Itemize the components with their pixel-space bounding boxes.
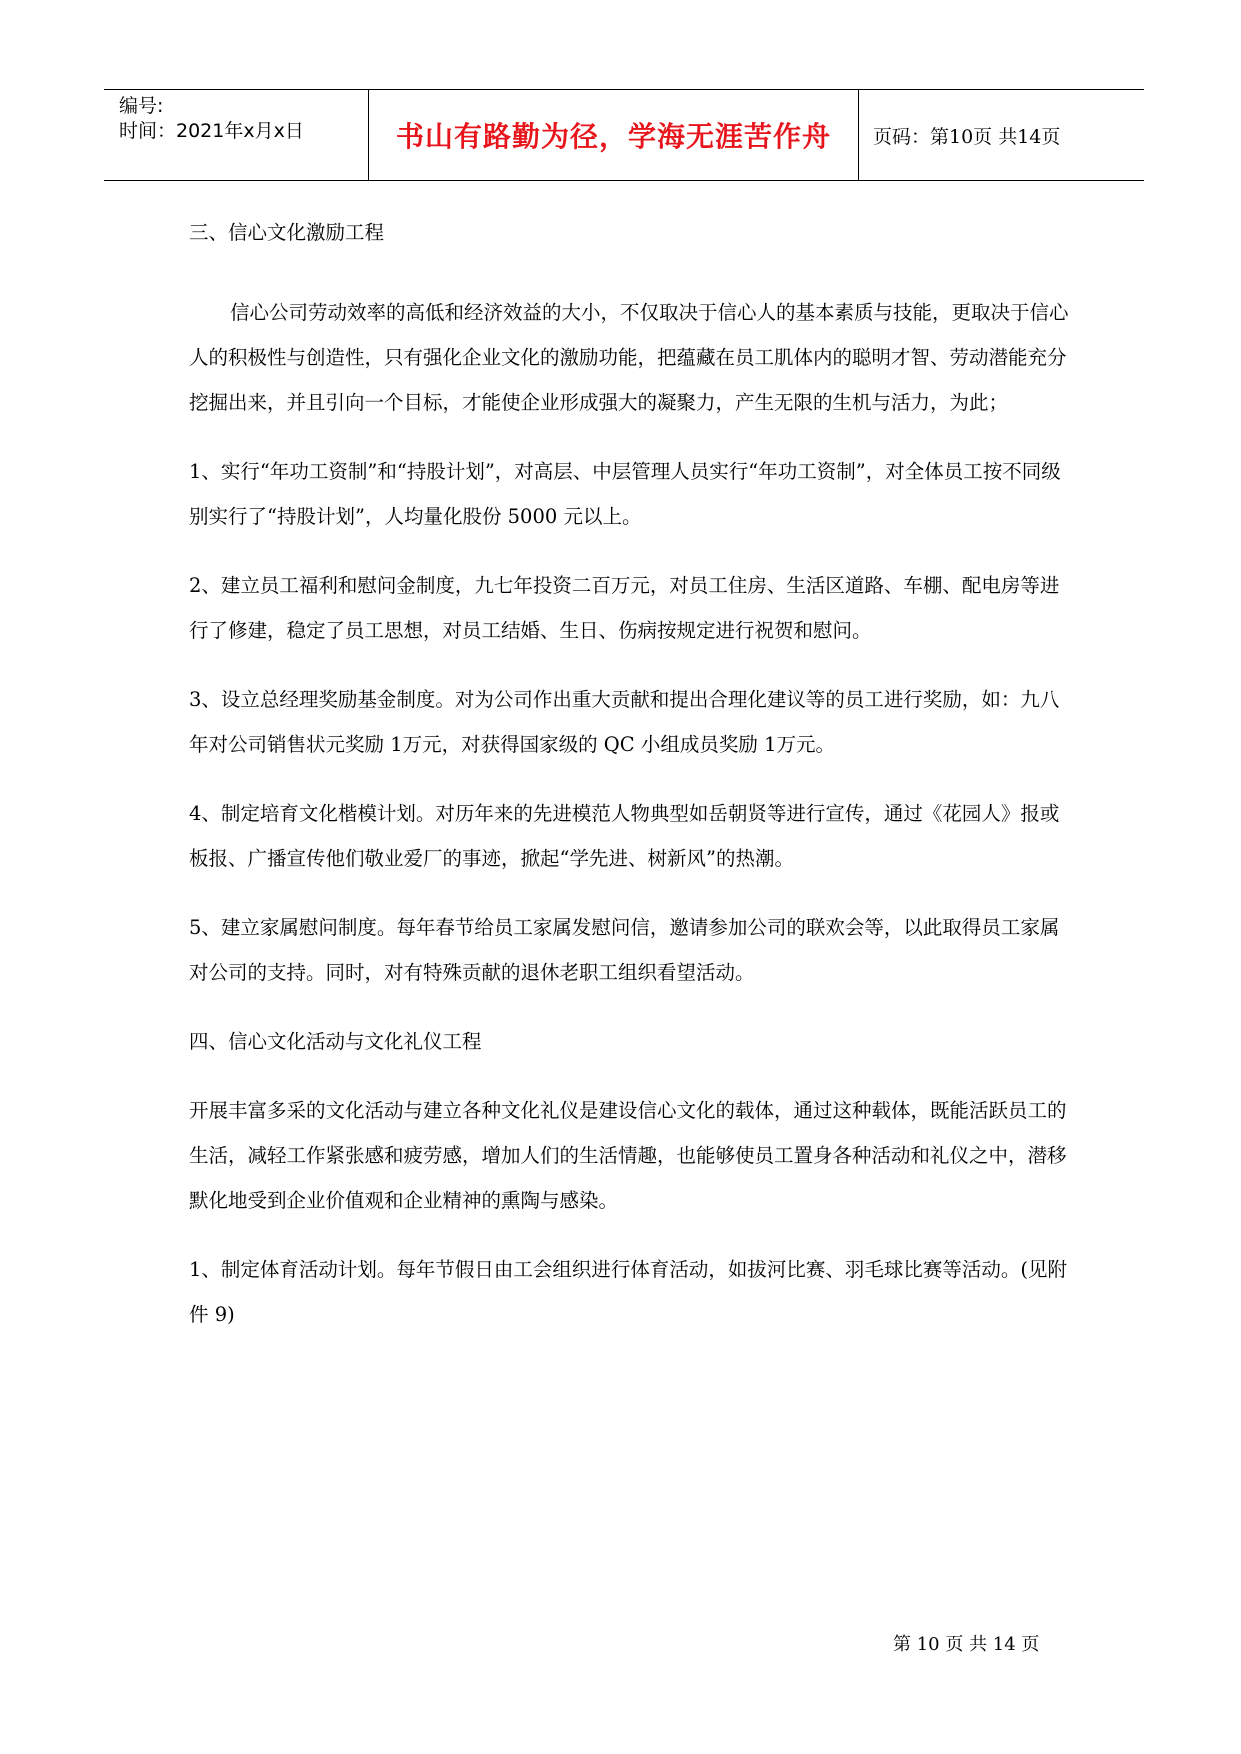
section3-intro-paragraph: 信心公司劳动效率的高低和经济效益的大小，不仅取决于信心人的基本素质与技能，更取决于信心人的积极性与创造性，只有强化企业文化的激励功能，把蕴藏在员工肌体内的聪明才智、劳动潜能充分挖掘出来，并且引向一个目标，才能使企业形成强大的凝聚力，产生无限的生机与活力，为此； xyxy=(189,301,1069,414)
header-meta-cell xyxy=(104,90,369,180)
section3-item-3: 3、设立总经理奖励基金制度。对为公司作出重大贡献和提出合理化建议等的员工进行奖励，如：九八年对公司销售状元奖励 1万元，对获得国家级的 QC 小组成员奖励 1万元。 xyxy=(189,688,1060,756)
document-number-label: 编号: xyxy=(119,95,164,117)
header-motto: 书山有路勤为径，学海无涯苦作舟 xyxy=(395,120,831,153)
page-header xyxy=(104,89,1144,181)
header-page-info: 页码：第10页 共14页 xyxy=(873,125,1061,148)
section3-item-5: 5、建立家属慰问制度。每年春节给员工家属发慰问信，邀请参加公司的联欢会等，以此取得员工家属对公司的支持。同时，对有特殊贡献的退休老职工组织看望活动。 xyxy=(189,916,1060,984)
header-motto-cell xyxy=(369,90,859,180)
document-time-label: 时间：2021年x月x日 xyxy=(119,120,304,142)
page-footer-number: 第 10 页 共 14 页 xyxy=(893,1634,1040,1655)
section4-heading: 四、信心文化活动与文化礼仪工程 xyxy=(189,1030,482,1053)
section3-item-4: 4、制定培育文化楷模计划。对历年来的先进模范人物典型如岳朝贤等进行宣传，通过《花园人》报或板报、广播宣传他们敬业爱厂的事迹，掀起“学先进、树新风”的热潮。 xyxy=(189,802,1060,870)
header-page-cell xyxy=(859,90,1144,180)
document-body xyxy=(189,210,1069,1337)
section4-item-1: 1、制定体育活动计划。每年节假日由工会组织进行体育活动，如拔河比赛、羽毛球比赛等活动。(见附件 9) xyxy=(189,1258,1068,1326)
section3-item-1: 1、实行“年功工资制”和“持股计划”，对高层、中层管理人员实行“年功工资制”，对全体员工按不同级别实行了“持股计划”，人均量化股份 5000 元以上。 xyxy=(189,460,1061,528)
section3-item-2: 2、建立员工福利和慰问金制度，九七年投资二百万元，对员工住房、生活区道路、车棚、配电房等进行了修建，稳定了员工思想，对员工结婚、生日、伤病按规定进行祝贺和慰问。 xyxy=(189,574,1060,642)
section3-heading: 三、信心文化激励工程 xyxy=(189,221,385,244)
section4-intro-paragraph: 开展丰富多采的文化活动与建立各种文化礼仪是建设信心文化的载体，通过这种载体，既能活跃员工的生活，减轻工作紧张感和疲劳感，增加人们的生活情趣，也能够使员工置身各种活动和礼仪之中，潜移默化地受到企业价值观和企业精神的熏陶与感染。 xyxy=(189,1099,1067,1212)
